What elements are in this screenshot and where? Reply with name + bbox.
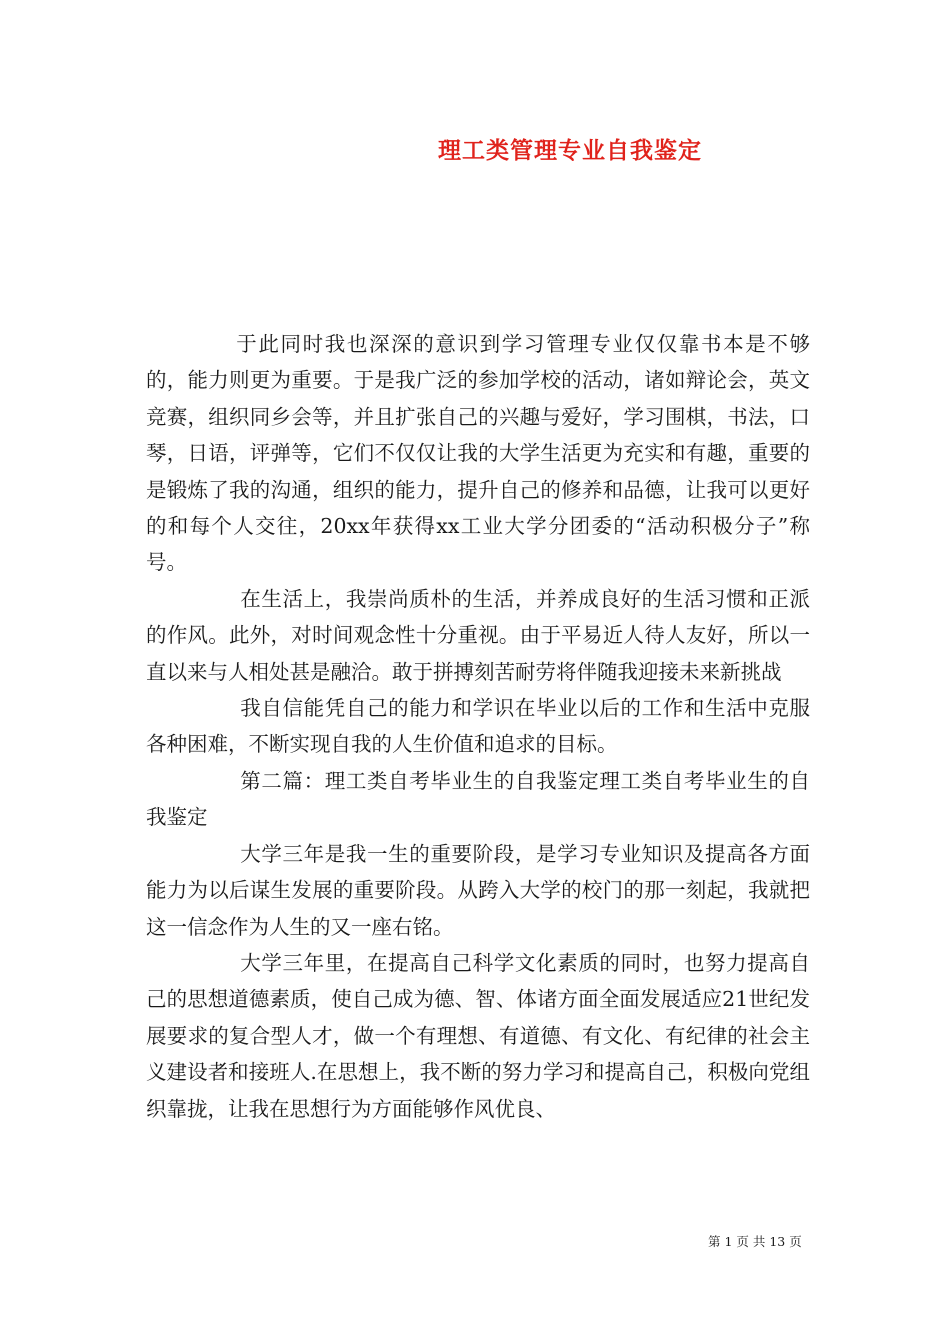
page-number: 第 1 页 共 13 页: [708, 1234, 802, 1249]
document-title: 理工类管理专业自我鉴定: [438, 137, 702, 164]
paragraph: 我自信能凭自己的能力和学识在毕业以后的工作和生活中克服各种困难，不断实现自我的人生价值和追求的目标。: [146, 696, 810, 757]
paragraph: 大学三年里，在提高自己科学文化素质的同时，也努力提高自己的思想道德素质，使自己成为德、智、体诸方面全面发展适应21世纪发展要求的复合型人才，做一个有理想、有道德、有文化、有纪律的社会主义建设者和接班人.在思想上，我不断的努力学习和提高自己，积极向党组织靠拢，让我在思想行为方面能够作风优良、: [146, 950, 810, 1121]
paragraph: 第二篇：理工类自考毕业生的自我鉴定理工类自考毕业生的自我鉴定: [146, 768, 810, 830]
paragraph: 大学三年是我一生的重要阶段，是学习专业知识及提高各方面能力为以后谋生发展的重要阶段。从跨入大学的校门的那一刻起，我就把这一信念作为人生的又一座右铭。: [146, 841, 810, 939]
paragraph: 在生活上，我崇尚质朴的生活，并养成良好的生活习惯和正派的作风。此外，对时间观念性十分重视。由于平易近人待人友好，所以一直以来与人相处甚是融洽。敢于拼搏刻苦耐劳将伴随我迎接未来新挑战: [146, 586, 810, 684]
paragraph: 于此同时我也深深的意识到学习管理专业仅仅靠书本是不够的，能力则更为重要。于是我广泛的参加学校的活动，诸如辩论会，英文竞赛，组织同乡会等，并且扩张自己的兴趣与爱好，学习围棋，书法，口琴，日语，评弹等，它们不仅仅让我的大学生活更为充实和有趣，重要的是锻炼了我的沟通，组织的能力，提升自己的修养和品德，让我可以更好的和每个人交往，20xx年获得xx工业大学分团委的“活动积极分子”称号。: [146, 332, 810, 575]
document-body: [146, 326, 810, 1127]
